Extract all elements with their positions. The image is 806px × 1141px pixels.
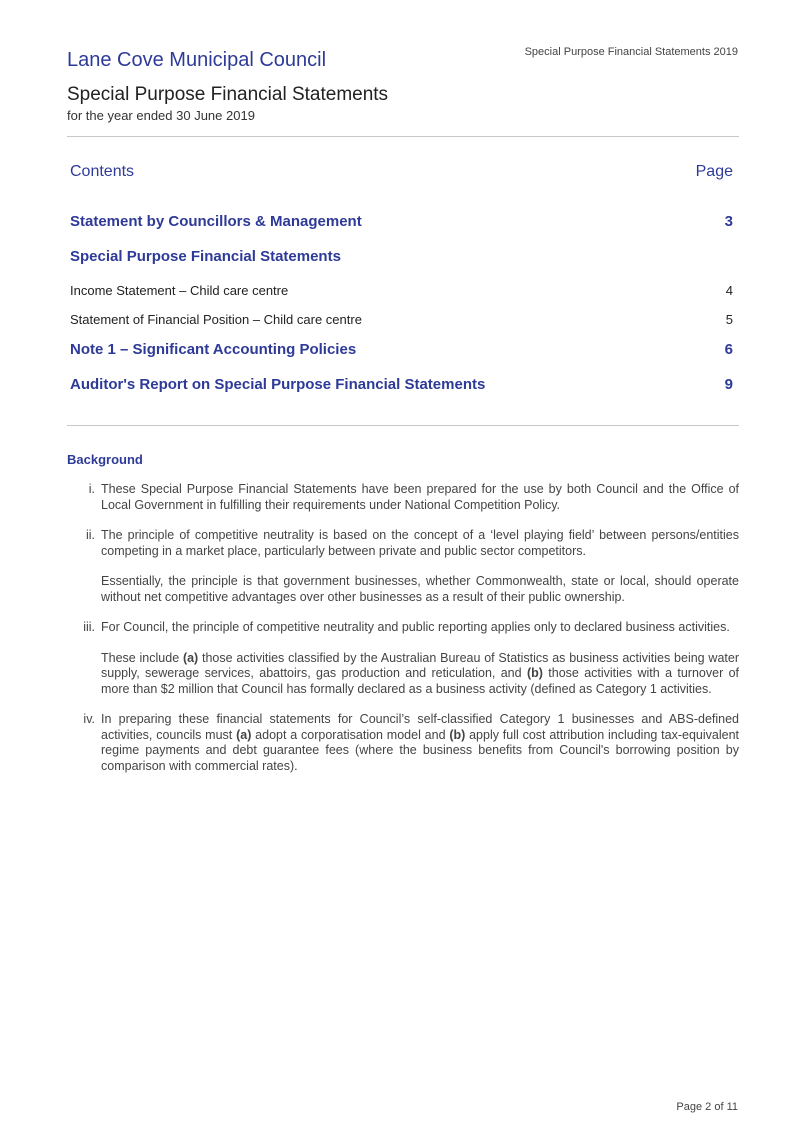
paragraph: The principle of competitive neutrality is based on the concept of a ‘level playing field’ between persons/entities competing in a market place, particularly between private and public sector competitors. [101,528,739,558]
list-item [67,482,739,513]
toc-entry-page [713,248,733,265]
toc-entry-income-statement[interactable] [70,283,733,298]
page-number: Page 2 of 11 [676,1101,738,1113]
list-item [67,620,739,697]
toc-entry-note-1[interactable] [70,341,733,358]
list-numeral: iv. [83,712,95,726]
list-numeral: ii. [85,528,95,542]
toc-entry-label: Income Statement – Child care centre [70,283,289,298]
toc-entry-page: 6 [724,341,733,358]
list-item [67,712,739,774]
divider [67,136,739,137]
organization-name: Lane Cove Municipal Council [67,49,327,71]
toc-entry-page: 3 [724,213,733,230]
paragraph: These Special Purpose Financial Statements have been prepared for the use by both Council and the Office of Local Government in fulfilling their requirements under National Competition Policy. [101,482,739,512]
contents-header [70,163,733,181]
toc-entry-statement-by-councillors[interactable] [70,213,733,230]
toc-entry-label: Special Purpose Financial Statements [70,248,341,265]
toc-entry-page: 5 [725,312,733,327]
toc-entry-page: 9 [724,376,733,393]
background-heading: Background [67,452,143,467]
divider [67,425,739,426]
paragraph: In preparing these financial statements for Council’s self-classified Category 1 businesses and ABS-defined activities, councils must (a) adopt a corporatisation model and (b) apply full cost attribution including tax-equivalent regime payments and debt guarantee fees (where the business benefits from Council's borrowing position by comparison with commercial rates). [101,712,739,773]
paragraph: Essentially, the principle is that government businesses, whether Commonwealth, state or local, should operate without net competitive advantages over other businesses as a result of their public ownership. [101,574,739,604]
contents-heading: Contents [70,163,135,180]
document-label: Special Purpose Financial Statements 2019 [524,46,738,58]
toc-entry-financial-position[interactable] [70,312,733,327]
list-numeral: i. [88,482,95,496]
contents-table [70,163,733,403]
toc-entry-label: Note 1 – Significant Accounting Policies [70,341,357,358]
list-item [67,528,739,605]
toc-entry-label: Auditor's Report on Special Purpose Financial Statements [70,376,486,393]
page-subtitle: for the year ended 30 June 2019 [67,108,255,123]
toc-entry-auditors-report[interactable] [70,376,733,393]
page-column-heading: Page [695,163,733,180]
toc-entry-page: 4 [725,283,733,298]
page-title: Special Purpose Financial Statements [67,84,389,105]
background-list [67,482,739,789]
toc-entry-special-purpose-statements[interactable] [70,248,733,265]
list-numeral: iii. [83,620,95,634]
paragraph: These include (a) those activities classified by the Australian Bureau of Statistics as business activities being water supply, sewerage services, abattoirs, gas production and reticulation, and (b) those activities with a turnover of more than $2 million that Council has formally declared as a business activity (defined as Category 1 activities. [101,650,740,696]
toc-entry-label: Statement by Councillors & Management [70,213,362,230]
toc-entry-label: Statement of Financial Position – Child care centre [70,312,362,327]
paragraph: For Council, the principle of competitive neutrality and public reporting applies only to declared business activities. [101,620,730,634]
